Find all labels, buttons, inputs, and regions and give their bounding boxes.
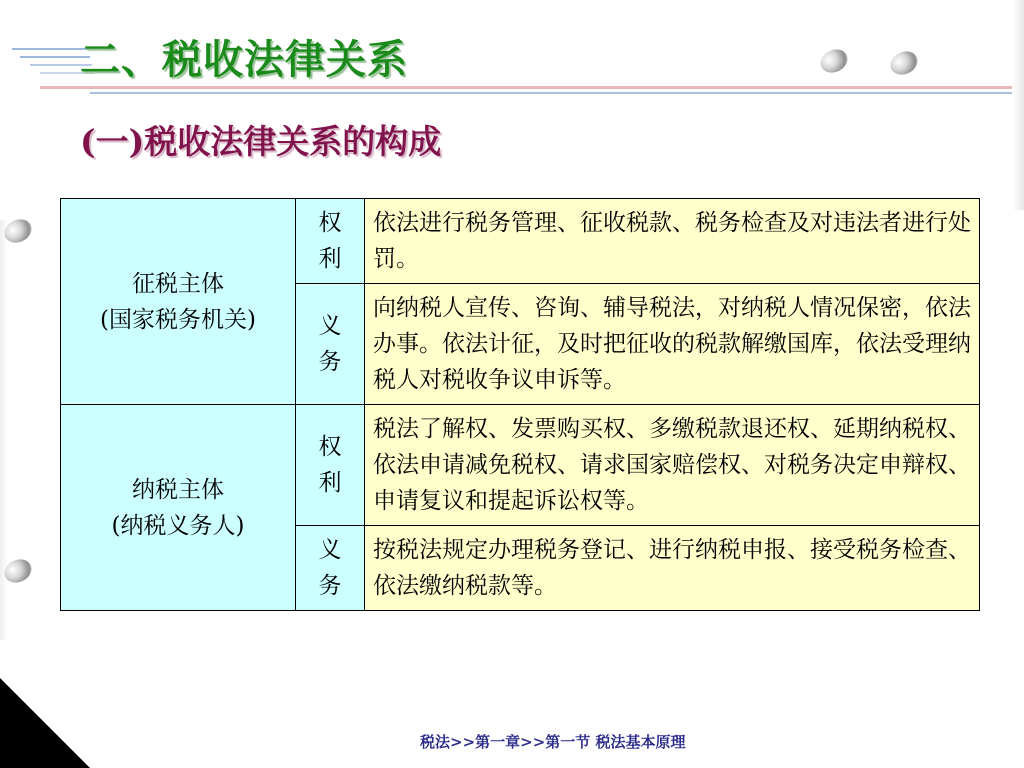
table-row: [61, 405, 980, 526]
subject-cell: [61, 199, 296, 405]
desc-cell: 向纳税人宣传、咨询、辅导税法，对纳税人情况保密，依法办事。依法计征，及时把征收的税款解缴国库，依法受理纳税人对税收争议申诉等。: [365, 284, 980, 405]
corner-decoration: [0, 678, 90, 768]
title-rule: [40, 86, 1024, 89]
kind-cell: [296, 199, 365, 284]
kind-char: 利: [318, 470, 342, 496]
kind-cell: [296, 284, 365, 405]
kind-char: 务: [318, 573, 342, 599]
sphere-bullet-icon: [887, 47, 922, 79]
subject-note: (纳税义务人): [111, 512, 245, 539]
kind-char: 权: [318, 210, 342, 236]
footer-breadcrumb: 税法>>第一章>>第一节 税法基本原理: [420, 733, 686, 751]
subject-cell: [61, 405, 296, 611]
page-title: 二、税收法律关系: [80, 36, 408, 83]
subject-name: 纳税主体: [132, 476, 224, 503]
kind-char: 义: [318, 537, 342, 563]
decorative-line: [12, 48, 90, 50]
subject-name: 征税主体: [132, 270, 224, 297]
kind-char: 义: [318, 313, 342, 339]
tax-relation-table: [60, 198, 980, 611]
desc-cell: 依法进行税务管理、征收税款、税务检查及对违法者进行处罚。: [365, 199, 980, 284]
table-row: [61, 199, 980, 284]
title-rule: [90, 92, 1024, 94]
kind-char: 务: [318, 349, 342, 375]
sphere-bullet-icon: [817, 45, 852, 77]
desc-cell: 税法了解权、发票购买权、多缴税款退还权、延期纳税权、依法申请减免税权、请求国家赔偿权、对税务决定申辩权、申请复议和提起诉讼权等。: [365, 405, 980, 526]
kind-cell: [296, 526, 365, 611]
kind-char: 权: [318, 434, 342, 460]
kind-char: 利: [318, 246, 342, 272]
desc-cell: 按税法规定办理税务登记、进行纳税申报、接受税务检查、依法缴纳税款等。: [365, 526, 980, 611]
right-edge-decoration: [1012, 0, 1024, 210]
section-subtitle: (一)税收法律关系的构成: [80, 122, 442, 161]
subject-note: (国家税务机关): [100, 306, 256, 333]
kind-cell: [296, 405, 365, 526]
